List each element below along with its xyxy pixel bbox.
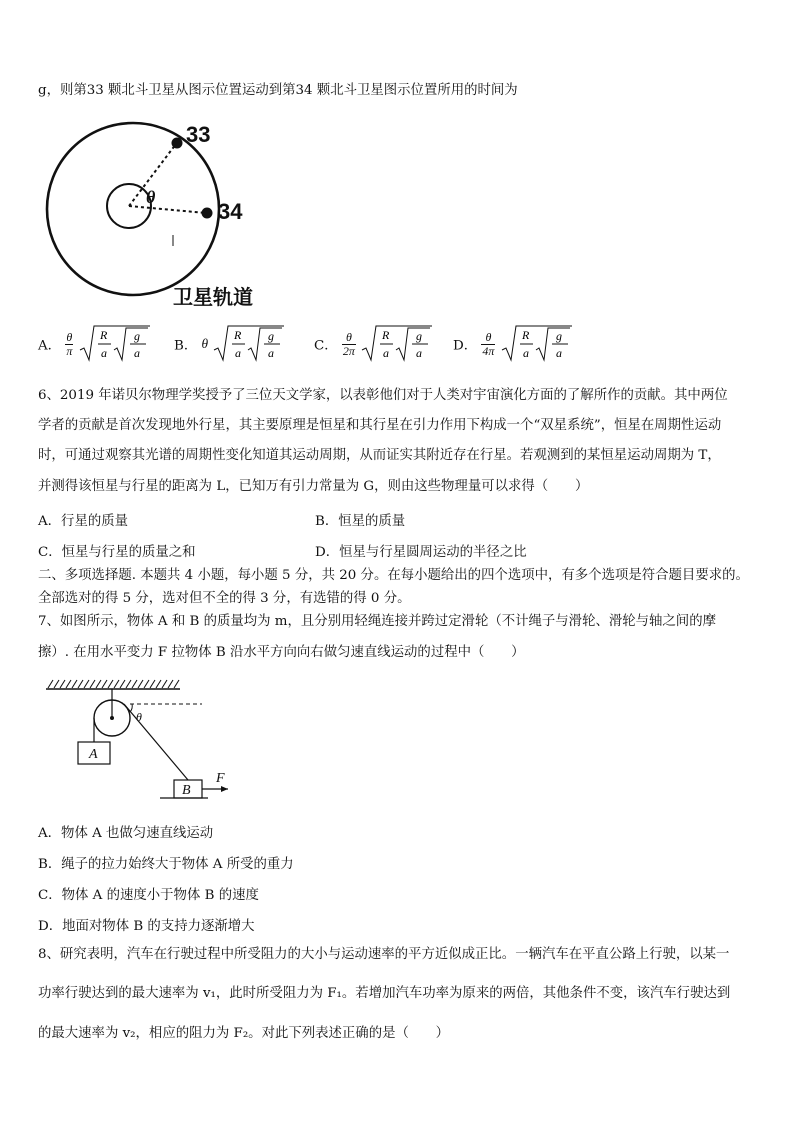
q7-option-b[interactable]: B．绳子的拉力始终大于物体 A 所受的重力: [38, 857, 294, 872]
q5-tail-text: g，则第33 颗北斗卫星从图示位置运动到第34 颗北斗卫星图示位置所用的时间为: [38, 83, 518, 98]
svg-text:a: a: [522, 346, 529, 360]
q8-line-2: 功率行驶达到的最大速率为 v₁，此时所受阻力为 F₁。若增加汽车功率为原来的两倍，其他条件不变，该汽车行驶达到: [38, 986, 731, 1001]
satellite-34: [202, 208, 213, 219]
svg-text:g: g: [268, 329, 275, 343]
svg-text:A: A: [89, 747, 98, 762]
rope-to-b: [124, 704, 188, 780]
svg-text:R: R: [234, 328, 242, 342]
radius-to-34: [129, 206, 206, 213]
sqrt-expr-d: [500, 324, 572, 364]
svg-text:B: B: [182, 783, 191, 798]
svg-text:g: g: [133, 329, 140, 343]
svg-text:a: a: [100, 346, 107, 360]
sqrt-expr-c: [360, 324, 432, 364]
q8-line-1: 8、研究表明，汽车在行驶过程中所受阻力的大小与运动速率的平方近似成正比。一辆汽车在平直公路上行驶，以某一: [38, 947, 730, 962]
q6-option-d[interactable]: D．恒星与行星圆周运动的半径之比: [315, 545, 527, 560]
svg-text:g: g: [416, 329, 423, 343]
pulley-figure: [40, 676, 240, 806]
svg-text:R: R: [99, 328, 107, 342]
svg-text:F: F: [216, 771, 225, 786]
orbit-caption: 卫星轨道: [173, 285, 253, 309]
svg-text:a: a: [268, 346, 275, 360]
svg-text:g: g: [555, 329, 562, 343]
q6-line-4: 并测得该恒星与行星的距离为 L，已知万有引力常量为 G，则由这些物理量可以求得（ ）: [38, 479, 589, 494]
q7-option-d[interactable]: D．地面对物体 B 的支持力逐渐增大: [38, 919, 255, 934]
svg-text:a: a: [555, 346, 562, 360]
sqrt-expr-b: [212, 324, 284, 364]
theta-label: θ: [146, 187, 156, 207]
q7-option-a[interactable]: A．物体 A 也做匀速直线运动: [38, 826, 214, 841]
q6-option-c[interactable]: C．恒星与行星的质量之和: [38, 545, 196, 560]
q6-option-b[interactable]: B．恒星的质量: [315, 514, 406, 529]
sqrt-expr-a: [78, 324, 150, 364]
q6-line-2: 学者的贡献是首次发现地外行星，其主要原理是恒星和其行星在引力作用下构成一个“双星系统”，恒星在周期性运动: [38, 418, 722, 433]
q6-line-1: 6、2019 年诺贝尔物理学奖授予了三位天文学家，以表彰他们对于人类对宇宙演化方面的了解所作的贡献。其中两位: [38, 388, 728, 403]
section2-line-1: 二、多项选择题. 本题共 4 小题，每小题 5 分，共 20 分。在每小题给出的四个选项中，有多个选项是符合题目要求的。: [38, 568, 749, 583]
svg-text:a: a: [383, 346, 390, 360]
label-33: 33: [186, 122, 211, 147]
q6-line-3: 时，可通过观察其光谱的周期性变化知道其运动周期，从而证实其附近存在行星。若观测到的某恒星运动周期为 T，: [38, 448, 721, 463]
q7-line-1: 7、如图所示，物体 A 和 B 的质量均为 m，且分别用轻绳连接并跨过定滑轮（不计绳子与滑轮、滑轮与轴之间的摩: [38, 614, 716, 629]
svg-text:a: a: [235, 346, 242, 360]
q7-line-2: 擦）. 在用水平变力 F 拉物体 B 沿水平方向向右做匀速直线运动的过程中（ ）: [38, 645, 525, 660]
q6-option-a[interactable]: A．行星的质量: [38, 514, 129, 529]
q5-option-c[interactable]: C． $\frac{\theta}{2\pi}$ R a g a: [314, 324, 432, 364]
svg-text:a: a: [133, 346, 140, 360]
svg-text:R: R: [521, 328, 530, 342]
q8-line-3: 的最大速率为 v₂，相应的阻力为 F₂。对此下列表述正确的是（ ）: [38, 1026, 450, 1041]
q5-option-d[interactable]: D． $\frac{\theta}{4\pi}$ R a g a: [453, 324, 572, 364]
outer-orbit: [47, 123, 219, 295]
svg-text:R: R: [382, 328, 390, 342]
section2-line-2: 全部选对的得 5 分，选对但不全的得 3 分，有选错的得 0 分。: [38, 591, 411, 606]
q5-option-b[interactable]: B． θ R a g a: [174, 324, 284, 364]
svg-text:θ: θ: [136, 710, 142, 724]
q7-option-c[interactable]: C．物体 A 的速度小于物体 B 的速度: [38, 888, 259, 903]
satellite-33: [172, 138, 183, 149]
q5-option-a[interactable]: A． $\frac{\theta}{\pi}$ R a g a: [38, 324, 150, 364]
svg-text:a: a: [416, 346, 423, 360]
satellite-orbit-figure: [36, 118, 286, 318]
label-34: 34: [218, 199, 243, 224]
